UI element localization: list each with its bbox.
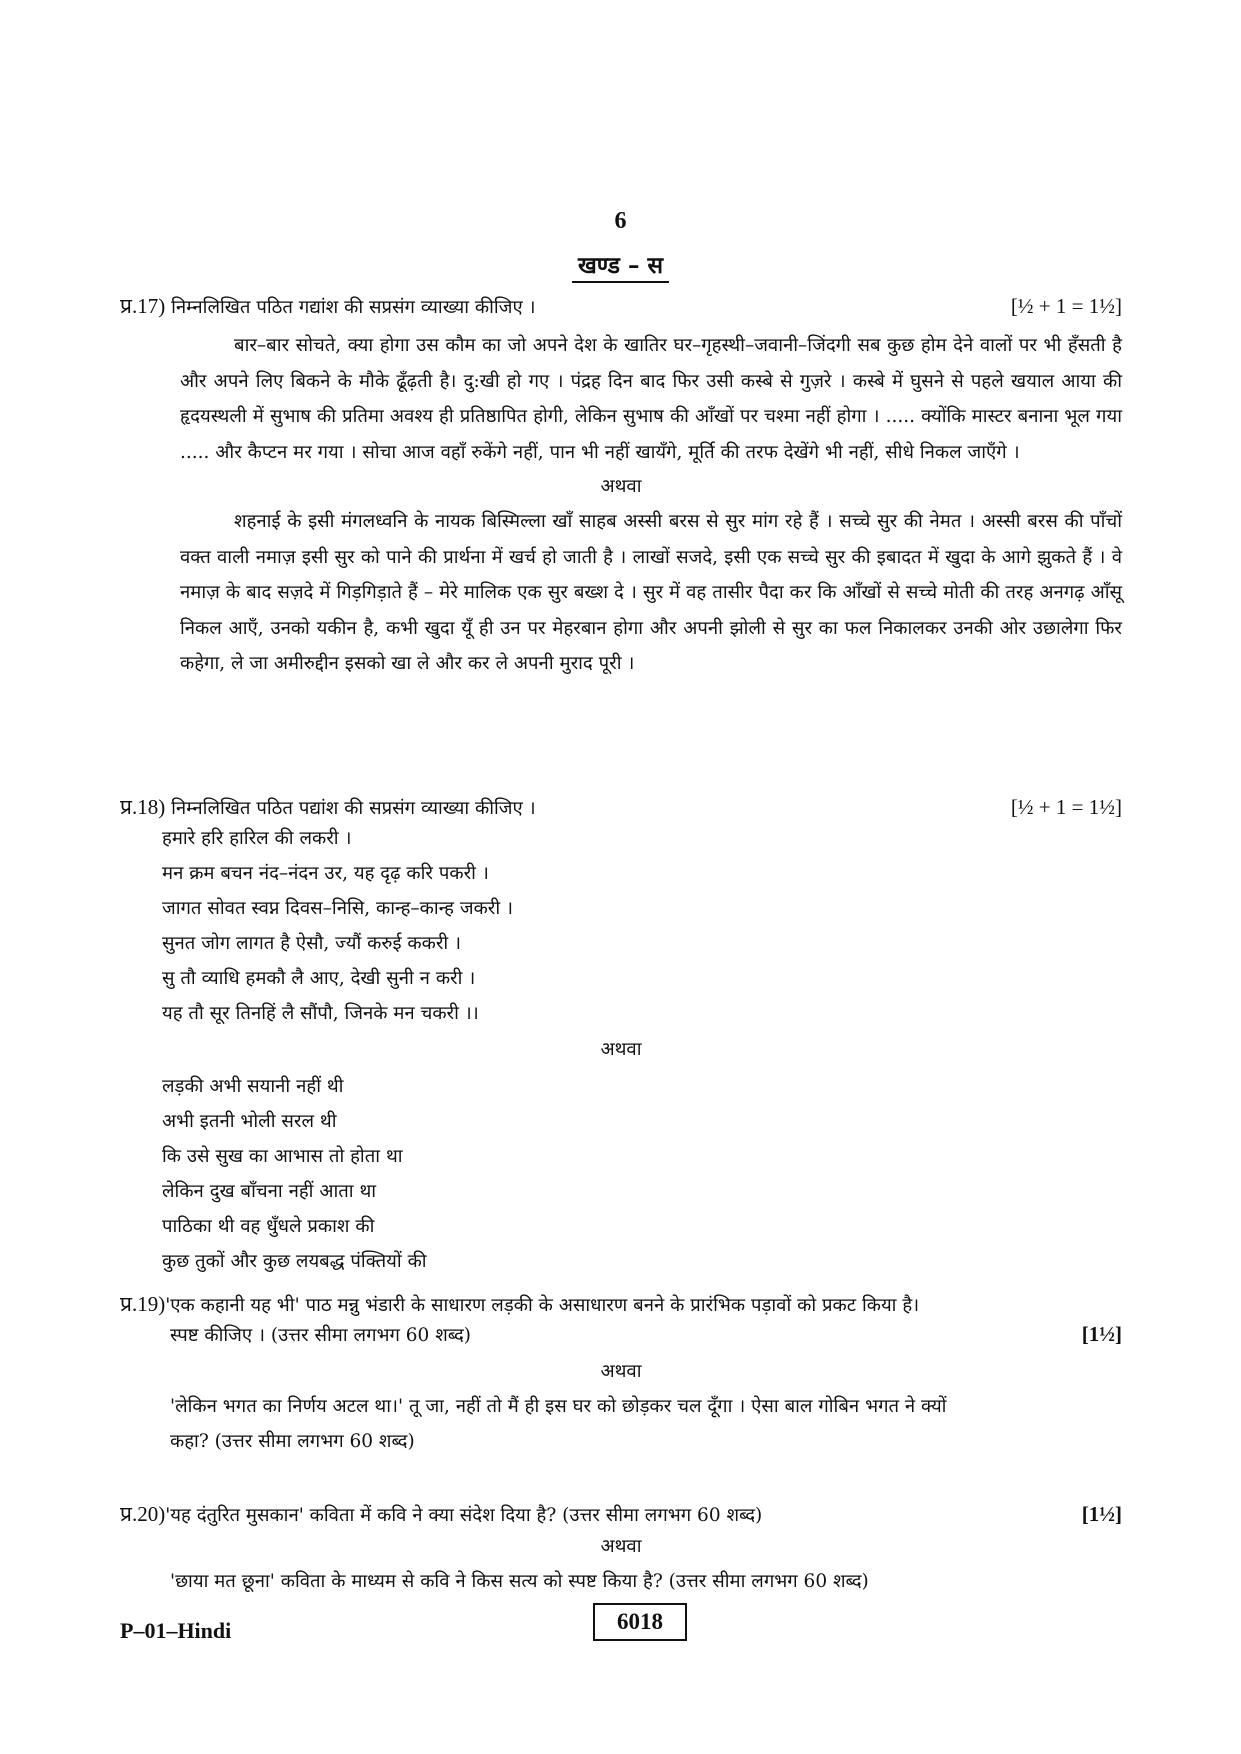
question-17-marks: [½ + 1 = 1½] [1010,294,1122,318]
question-19-text2: स्पष्ट कीजिए । (उत्तर सीमा लगभग 60 शब्द) [170,1325,471,1346]
question-17-instruction: निम्नलिखित पठित गद्यांश की सप्रसंग व्याख्या कीजिए । [171,297,536,318]
question-18-instruction: निम्नलिखित पठित पद्यांश की सप्रसंग व्याख्या कीजिए । [171,798,536,819]
question-20-marks: [1½] [1081,1502,1122,1526]
question-20-or: अथवा [600,1536,642,1557]
question-17-or: अथवा [600,476,642,497]
question-20-text: 'यह दंतुरित मुसकान' कविता में कवि ने क्या संदेश दिया है? (उत्तर सीमा लगभग 60 शब्द) [165,1505,763,1526]
section-title [0,248,1241,280]
booklet-code-box: 6018 [593,1603,687,1641]
question-20-number: प्र.20) [120,1502,166,1526]
poem-b-line: पाठिका थी वह धुँधले प्रकाश की [162,1216,375,1237]
question-19-marks: [1½] [1081,1322,1122,1346]
question-17 [120,292,1122,682]
question-17-passage-a: बार–बार सोचते, क्या होगा उस कौम का जो अपने देश के खातिर घर–गृहस्थी–जवानी–जिंदगी सब कुछ होम देने वालों पर भी हँसती है और अपने लिए बिकने के मौके ढूँढ़ती है। दु:खी हो गए । पंद्रह दिन बाद फिर उसी कस्बे से गुज़रे । कस्बे में घुसने से पहले खयाल आया की हृदयस्थली में सुभाष की प्रतिमा अवश्य ही प्रतिष्ठापित होगी, लेकिन सुभाष की आँखों पर चश्मा नहीं होगा । ..... क्योंकि मास्टर बनाना भूल गया ..... और कैप्टन मर गया । सोचा आज वहाँ रुकेंगे नहीं, पान भी नहीं खायँगे, मूर्ति की तरफ देखेंगे भी नहीं, सीधे निकल जाएँगे । [180,335,1122,463]
paper-code: P–01–Hindi [120,1618,232,1643]
question-19 [120,1290,1122,1459]
question-18-marks: [½ + 1 = 1½] [1010,795,1122,819]
question-19-alt-line1: 'लेकिन भगत का निर्णय अटल था।' तू जा, नहीं तो मैं ही इस घर को छोड़कर चल दूँगा । ऐसा बाल गोबिन भगत ने क्यों [170,1396,947,1417]
question-20-header [120,1500,1122,1528]
poem-b-line: लेकिन दुख बाँचना नहीं आता था [162,1181,377,1202]
poem-a-line: सु तौ व्याधि हमकौ लै आए, देखी सुनी न करी । [162,968,476,989]
poem-a-line: सुनत जोग लागत है ऐसौ, ज्यौं करुई ककरी । [162,933,462,954]
question-18-header [120,793,1122,821]
poem-a-line: मन क्रम बचन नंद–नंदन उर, यह दृढ़ करि पकरी । [162,863,489,884]
question-19-text1: 'एक कहानी यह भी' पाठ मन्नु भंडारी के साधारण लड़की के असाधारण बनने के प्रारंभिक पड़ावों को प्रकट किया है। [165,1295,920,1316]
question-19-line2 [170,1322,1122,1347]
question-19-or: अथवा [600,1361,642,1382]
poem-a-line: हमारे हरि हारिल की लकरी । [162,828,352,849]
poem-b-line: लड़की अभी सयानी नहीं थी [162,1076,344,1097]
question-17-header [120,292,1122,320]
page-number: 6 [614,208,627,234]
poem-b-line: कुछ तुकों और कुछ लयबद्ध पंक्तियों की [162,1251,427,1272]
question-19-line1 [120,1290,1122,1318]
question-20 [120,1500,1122,1599]
question-17-passage-b: शहनाई के इसी मंगलध्वनि के नायक बिस्मिल्ला खाँ साहब अस्सी बरस से सुर मांग रहे हैं । सच्चे सुर की नेमत । अस्सी बरस की पाँचों वक्त वाली नमाज़ इसी सुर को पाने की प्रार्थना में खर्च हो जाती है । लाखों सजदे, इसी एक सच्चे सुर की इबादत में खुदा के आगे झुकते हैं । वे नमाज़ के बाद सज़दे में गिड़गिड़ाते हैं – मेरे मालिक एक सुर बख्श दे । सुर में वह तासीर पैदा कर कि आँखों से सच्चे मोती की तरह अनगढ़ आँसू निकल आएँ, उनको यकीन है, कभी खुदा यूँ ही उन पर मेहरबान होगा और अपनी झोली से सुर का फल निकालकर उनकी ओर उछालेगा फिर कहेगा, ले जा अमीरुद्दीन इसको खा ले और कर ले अपनी मुराद पूरी । [180,511,1122,674]
question-18-poem-a [162,821,1122,1031]
question-17-number: प्र.17) [120,294,166,318]
question-18 [120,793,1122,1279]
question-19-number: प्र.19) [120,1292,166,1316]
poem-a-line: यह तौ सूर तिनहिं लै सौंपौ, जिनके मन चकरी ।। [162,1003,479,1024]
poem-b-line: कि उसे सुख का आभास तो होता था [162,1146,403,1167]
poem-a-line: जागत सोवत स्वप्न दिवस–निसि, कान्ह–कान्ह जकरी । [162,898,514,919]
question-19-alt-line2: कहा? (उत्तर सीमा लगभग 60 शब्द) [170,1431,415,1452]
poem-b-line: अभी इतनी भोली सरल थी [162,1111,337,1132]
question-18-or: अथवा [600,1039,642,1060]
question-20-alt: 'छाया मत छूना' कविता के माध्यम से कवि ने किस सत्य को स्पष्ट किया है? (उत्तर सीमा लगभग 60 शब्द) [170,1571,869,1592]
question-18-poem-b [162,1069,1122,1279]
question-18-number: प्र.18) [120,795,166,819]
section-title-text: खण्ड – स [572,252,669,283]
